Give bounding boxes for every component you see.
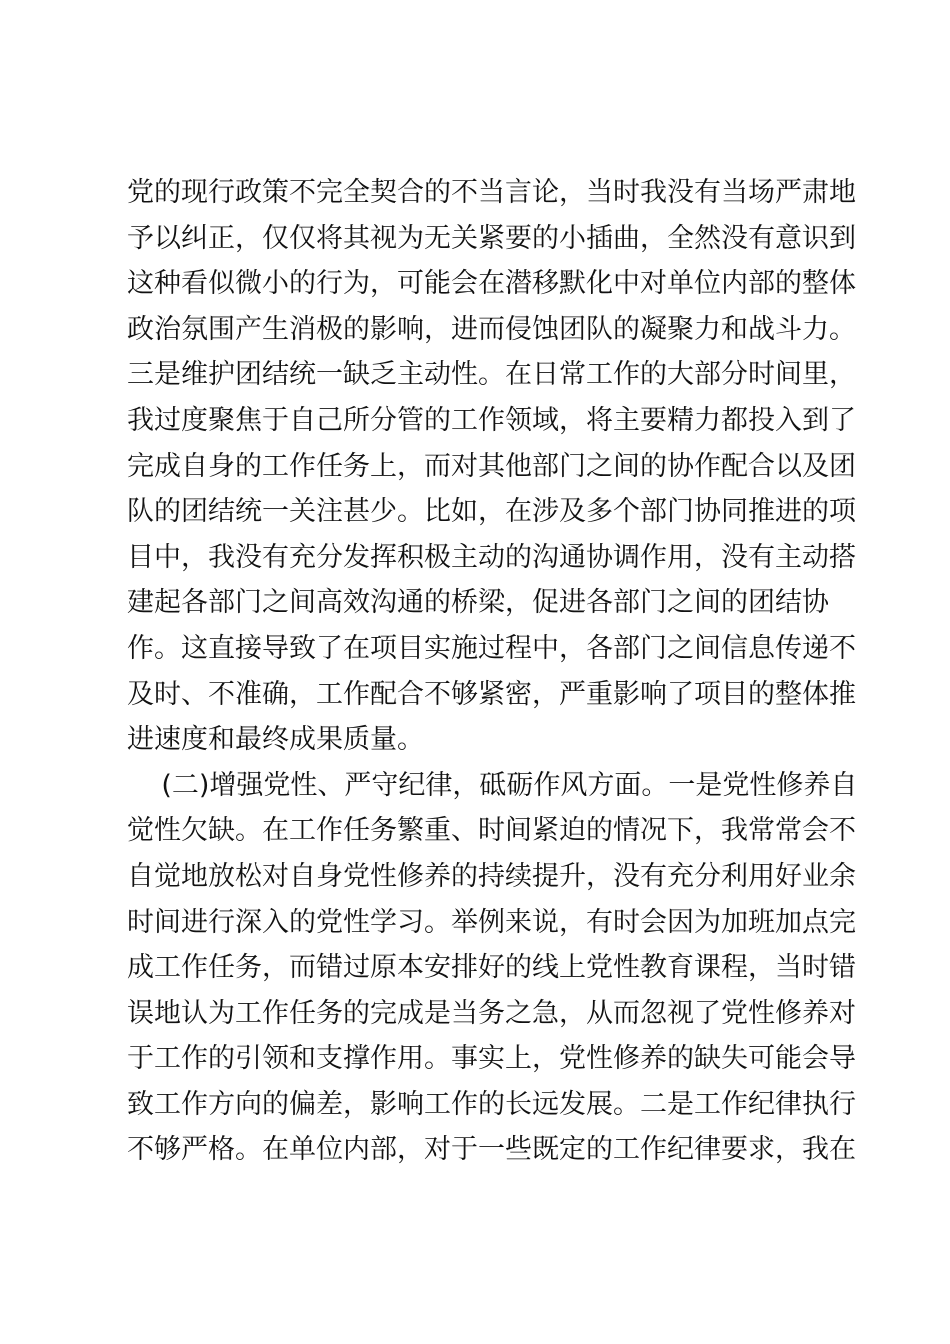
text-line: 队的团结统一关注甚少。比如，在涉及多个部门协同推进的项	[127, 496, 856, 528]
text-line: 目中，我没有充分发挥积极主动的沟通协调作用，没有主动搭	[127, 541, 856, 573]
text-line: 不够严格。在单位内部，对于一些既定的工作纪律要求，我在	[127, 1134, 856, 1166]
text-line: 于工作的引领和支撑作用。事实上，党性修养的缺失可能会导	[127, 1043, 856, 1075]
text-line: 政治氛围产生消极的影响，进而侵蚀团队的凝聚力和战斗力。	[127, 313, 856, 345]
text-line: 进速度和最终成果质量。	[127, 724, 424, 756]
text-line: 我过度聚焦于自己所分管的工作领域，将主要精力都投入到了	[127, 404, 856, 436]
text-line: 三是维护团结统一缺乏主动性。在日常工作的大部分时间里，	[127, 359, 856, 391]
text-line: 这种看似微小的行为，可能会在潜移默化中对单位内部的整体	[127, 268, 856, 300]
text-line: 建起各部门之间高效沟通的桥梁，促进各部门之间的团结协	[127, 587, 829, 619]
text-line: 作。这直接导致了在项目实施过程中，各部门之间信息传递不	[127, 632, 856, 664]
text-line: 自觉地放松对自身党性修养的持续提升，没有充分利用好业余	[127, 860, 856, 892]
text-line: 误地认为工作任务的完成是当务之急，从而忽视了党性修养对	[127, 997, 856, 1029]
body-text	[127, 170, 858, 1173]
text-line: 致工作方向的偏差，影响工作的长远发展。二是工作纪律执行	[127, 1088, 856, 1120]
text-line: 时间进行深入的党性学习。举例来说，有时会因为加班加点完	[127, 906, 856, 938]
text-line: 予以纠正，仅仅将其视为无关紧要的小插曲，全然没有意识到	[127, 222, 856, 254]
text-line: 及时、不准确，工作配合不够紧密，严重影响了项目的整体推	[127, 678, 856, 710]
text-line: 觉性欠缺。在工作任务繁重、时间紧迫的情况下，我常常会不	[127, 815, 856, 847]
text-line: 成工作任务，而错过原本安排好的线上党性教育课程，当时错	[127, 952, 856, 984]
section-heading-line: (二)增强党性、严守纪律，砥砺作风方面。一是党性修养自	[127, 769, 858, 801]
text-line: 党的现行政策不完全契合的不当言论，当时我没有当场严肃地	[127, 177, 856, 208]
text-line: 完成自身的工作任务上，而对其他部门之间的协作配合以及团	[127, 450, 856, 482]
